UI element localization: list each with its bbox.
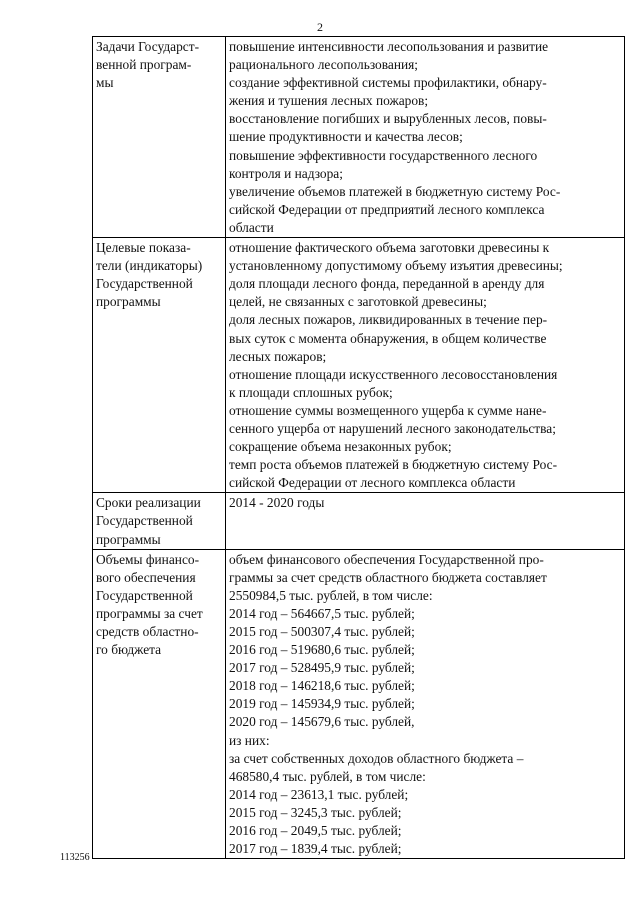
program-passport-table <box>92 36 625 859</box>
table-row-funding <box>93 549 625 859</box>
row-label-indicators: Целевые показа- тели (индикаторы) Государственной программы <box>93 238 226 493</box>
document-code: 113256 <box>60 852 90 863</box>
table-row-timeline <box>93 493 625 549</box>
row-label-tasks: Задачи Государст- венной програм- мы <box>93 37 226 238</box>
table-row-indicators <box>93 238 625 493</box>
row-value-funding: объем финансового обеспечения Государственной про- граммы за счет средств областного бюджета составляет 2550984,5 тыс. рублей, в том числе: 2014 год – 564667,5 тыс. рублей; 2015 год – 500307,4 тыс. рублей; 2016 год – 519680,6 тыс. рублей; 2017 год – 528495,9 тыс. рублей; 2018 год – 146218,6 тыс. рублей; 2019 год – 145934,9 тыс. рублей; 2020 год – 145679,6 тыс. рублей, из них: за счет собственных доходов областного бюджета – 468580,4 тыс. рублей, в том числе: 2014 год – 23613,1 тыс. рублей; 2015 год – 3245,3 тыс. рублей; 2016 год – 2049,5 тыс. рублей; 2017 год – 1839,4 тыс. рублей; <box>226 549 625 859</box>
row-value-timeline: 2014 - 2020 годы <box>226 493 625 549</box>
row-value-tasks: повышение интенсивности лесопользования и развитие рационального лесопользования; создание эффективной системы профилактики, обнару- жения и тушения лесных пожаров; восстановление погибших и вырубленных лесов, повы- шение продуктивности и качества лесов; повышение эффективности государственного лесного контроля и надзора; увеличение объемов платежей в бюджетную систему Рос- сийской Федерации от предприятий лесного комплекса области <box>226 37 625 238</box>
row-label-funding: Объемы финансо- вого обеспечения Государственной программы за счет средств областно- го бюджета <box>93 549 226 859</box>
table-row-tasks <box>93 37 625 238</box>
row-value-indicators: отношение фактического объема заготовки древесины к установленному допустимому объему изъятия древесины; доля площади лесного фонда, переданной в аренду для целей, не связанных с заготовкой древесины; доля лесных пожаров, ликвидированных в течение пер- вых суток с момента обнаружения, в общем количестве лесных пожаров; отношение площади искусственного лесовосстановления к площади сплошных рубок; отношение суммы возмещенного ущерба к сумме нане- сенного ущерба от нарушений лесного законодательства; сокращение объема незаконных рубок; темп роста объемов платежей в бюджетную систему Рос- сийской Федерации от лесного комплекса области <box>226 238 625 493</box>
row-label-timeline: Сроки реализации Государственной программы <box>93 493 226 549</box>
page-number: 2 <box>317 20 323 34</box>
